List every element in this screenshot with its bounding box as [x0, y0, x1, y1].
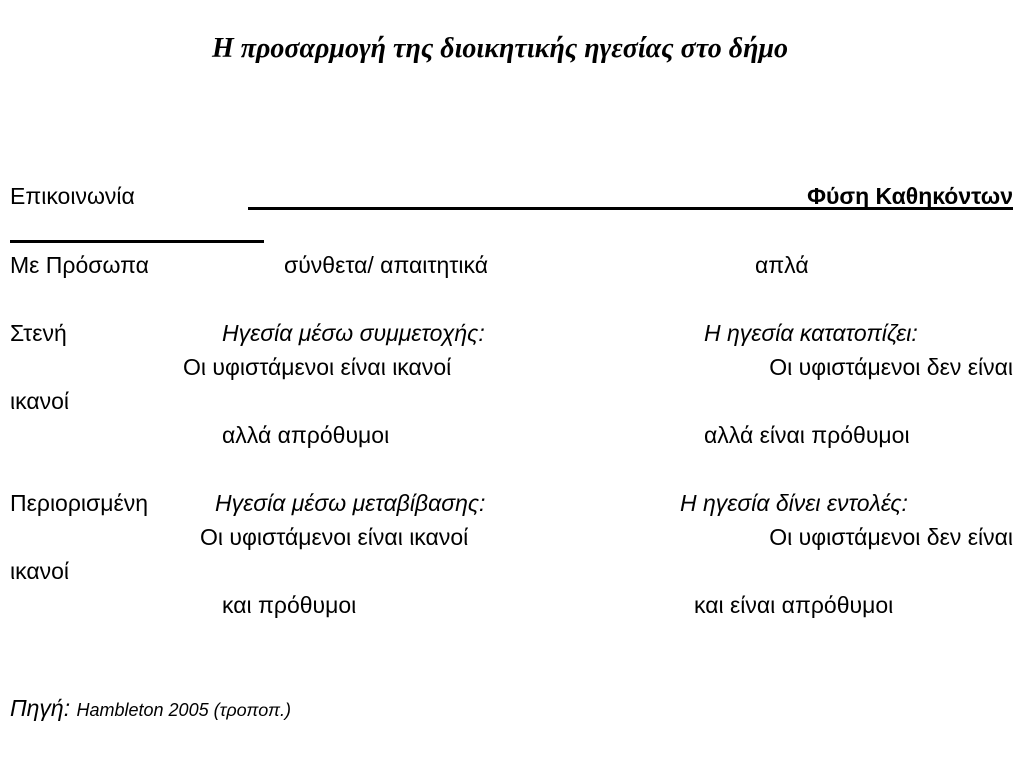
narrow-right-line1: Οι υφιστάμενοι δεν είναι: [769, 354, 1013, 380]
limited-right-line2: και είναι απρόθυμοι: [694, 592, 894, 618]
limited-left-heading: Ηγεσία μέσω μεταβίβασης:: [215, 490, 486, 516]
source-line: [10, 695, 291, 723]
limited-wrap-text: ικανοί: [10, 558, 70, 584]
narrow-left-line1: Οι υφιστάμενοι είναι ικανοί: [183, 354, 452, 380]
narrow-left-heading: Ηγεσία μέσω συμμετοχής:: [222, 320, 485, 346]
row-person-label: Με Πρόσωπα: [10, 252, 149, 278]
row-limited-label: Περιορισμένη: [10, 490, 149, 516]
source-reference: Hambleton 2005 (τροποπ.): [76, 700, 291, 720]
source-label: Πηγή:: [10, 695, 71, 721]
narrow-left-line2: αλλά απρόθυμοι: [222, 422, 390, 448]
header-rule-left: [10, 240, 264, 243]
limited-left-line2: και πρόθυμοι: [222, 592, 357, 618]
limited-left-line1: Οι υφιστάμενοι είναι ικανοί: [200, 524, 469, 550]
narrow-right-heading: Η ηγεσία κατατοπίζει:: [704, 320, 918, 346]
narrow-wrap-text: ικανοί: [10, 388, 70, 414]
narrow-right-line2: αλλά είναι πρόθυμοι: [704, 422, 910, 448]
row-narrow-label: Στενή: [10, 320, 67, 346]
task-simple-label: απλά: [755, 252, 809, 278]
limited-right-line1: Οι υφιστάμενοι δεν είναι: [769, 524, 1013, 550]
header-task-nature-label: Φύση Καθηκόντων: [807, 183, 1013, 209]
header-communication-label: Επικοινωνία: [10, 183, 135, 209]
limited-right-heading: Η ηγεσία δίνει εντολές:: [680, 490, 908, 516]
page-title: Η προσαρμογή της διοικητικής ηγεσίας στο δήμο: [211, 33, 789, 64]
task-complex-label: σύνθετα/ απαιτητικά: [284, 252, 488, 278]
